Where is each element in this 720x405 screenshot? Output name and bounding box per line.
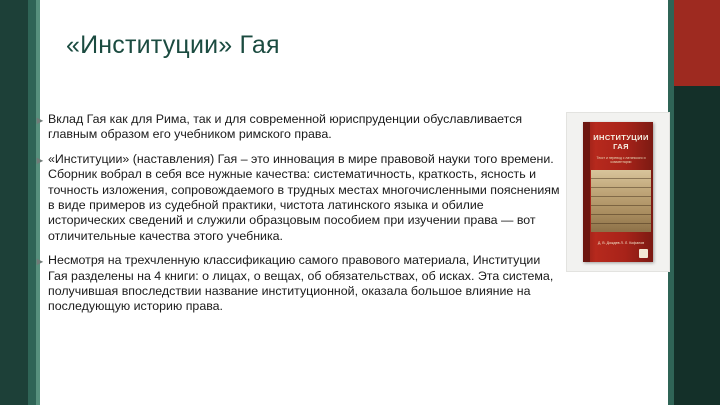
book-cover-illustration <box>591 170 651 232</box>
right-red-block <box>674 0 720 86</box>
book-cover-author: Д. В. Дождев Л. Л. Кофанов <box>597 241 645 245</box>
book-cover-title: ИНСТИТУЦИИ ГАЯ <box>593 133 649 151</box>
right-dark-block <box>674 86 720 405</box>
bullet-marker-icon: ► <box>34 154 46 167</box>
bullet-marker-icon: ► <box>34 256 46 269</box>
book-image <box>566 112 670 272</box>
bullet-text: Вклад Гая как для Рима, так и для современной юриспруденции обуславливается главным образом его учебником римского права. <box>48 112 523 142</box>
book-cover <box>583 122 653 262</box>
left-band-dark <box>0 0 28 405</box>
bullet-item <box>32 152 562 244</box>
slide-title: «Институции» Гая <box>66 31 280 59</box>
book-cover-subtitle: Текст и перевод с латинского и комментарии <box>596 156 646 165</box>
bullet-marker-icon: ► <box>34 115 46 127</box>
bullet-text: «Институции» (наставления) Гая – это инновация в мире правовой науки того времени. Сборник вобрал в себя все нужные качества: систематичность, краткость, ясность и точность изложения, сопровождаемого в трудных местах многочисленными пояснениям в виде примеров из судебной практики, чистота латинского языка и обилие исторических сведений и служили образцовым пособием при изучении права — вот отличительные качества этого учебника. <box>48 151 560 243</box>
bullet-item <box>32 253 562 315</box>
book-spine <box>583 122 590 262</box>
bullet-text: Несмотря на трехчленную классификацию самого правового материала, Институции Гая разделены на 4 книги: о лицах, о вещах, об обязательствах, об исках. Эта система, получившая впоследствии название институционной, оказала большое влияние на последующую историю права. <box>48 253 554 314</box>
publisher-logo-icon <box>639 249 648 258</box>
slide-body <box>32 112 562 324</box>
bullet-item <box>32 112 562 143</box>
